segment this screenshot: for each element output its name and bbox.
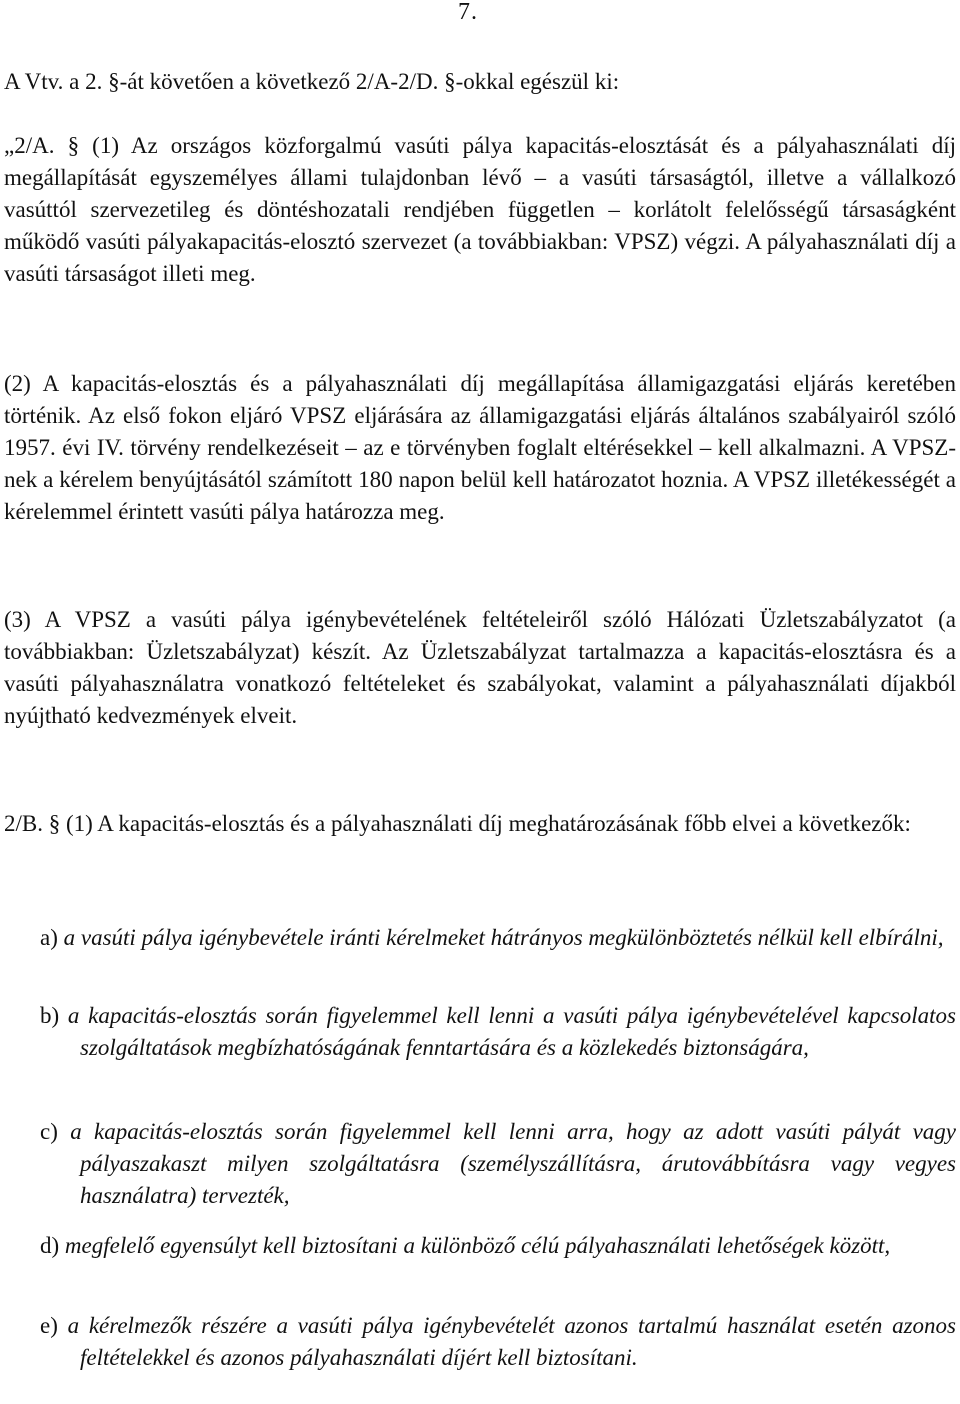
list-item-marker: a): [40, 925, 58, 950]
list-item: [40, 922, 956, 954]
list-item-text: a kapacitás-elosztás során figyelemmel kell lenni a vasúti pálya igénybevételével kapcsolatos szolgáltatások megbízhatóságának fenntartására és a közlekedés biztonságára,: [67, 1003, 956, 1060]
list-item: [40, 1230, 956, 1262]
list-item-text: a kapacitás-elosztás során figyelemmel kell lenni arra, hogy az adott vasúti pályát vagy pályaszakaszt milyen szolgáltatásra (személyszállításra, árutovábbításra vagy vegyes használatra) tervezték,: [70, 1119, 956, 1208]
section-2a-paragraph-1: „2/A. § (1) Az országos közforgalmú vasúti pálya kapacitás-elosztását és a pályahasználati díj megállapítását egyszemélyes állami tulajdonban lévő – a vasúti társaságtól, illetve a vállalkozó vasúttól szervezetileg és döntéshozatali rendjében független – korlátolt felelősségű társaságként működő vasúti pályakapacitás-elosztó szervezet (a továbbiakban: VPSZ) végzi. A pályahasználati díj a vasúti társaságot illeti meg.: [4, 133, 956, 286]
list-item-marker: b): [40, 1003, 60, 1028]
list-item: [40, 1000, 956, 1064]
list-item-marker: d): [40, 1233, 60, 1258]
list-item: [40, 1310, 956, 1374]
list-item: [40, 1116, 956, 1212]
list-item-marker: e): [40, 1313, 58, 1338]
section-2a-paragraph-2: (2) A kapacitás-elosztás és a pályahasználati díj megállapítása államigazgatási eljárás keretében történik. Az első fokon eljáró VPSZ eljárására az államigazgatási eljárás általános szabályairól szóló 1957. évi IV. törvény rendelkezéseit – az e törvényben foglalt eltérésekkel – kell alkalmazni. A VPSZ-nek a kérelem benyújtásától számított 180 napon belül kell határozatot hoznia. A VPSZ illetékességét a kérelemmel érintett vasúti pálya határozza meg.: [4, 371, 956, 524]
list-item-marker: c): [40, 1119, 58, 1144]
intro-sentence: A Vtv. a 2. §-át követően a következő 2/A-2/D. §-okkal egészül ki:: [4, 69, 620, 94]
list-item-text: a vasúti pálya igénybevétele iránti kérelmeket hátrányos megkülönböztetés nélkül kell elbírálni,: [63, 925, 944, 950]
list-item-text: megfelelő egyensúlyt kell biztosítani a különböző célú pályahasználati lehetőségek között,: [64, 1233, 891, 1258]
page-number: 7.: [458, 0, 478, 25]
list-item-text: a kérelmezők részére a vasúti pálya igénybevételét azonos tartalmú használat esetén azonos feltételekkel és azonos pályahasználati díjért kell biztosítani.: [67, 1313, 957, 1370]
section-2a-paragraph-3: (3) A VPSZ a vasúti pálya igénybevételének feltételeiről szóló Hálózati Üzletszabályzatot (a továbbiakban: Üzletszabályzat) készít. Az Üzletszabályzat tartalmazza a kapacitás-elosztásra és a vasúti pályahasználatra vonatkozó feltételeket és szabályokat, valamint a pályahasználati díjakból nyújtható kedvezmények elveit.: [4, 607, 956, 728]
section-2b-paragraph-1: 2/B. § (1) A kapacitás-elosztás és a pályahasználati díj meghatározásának főbb elvei a következők:: [4, 811, 911, 836]
